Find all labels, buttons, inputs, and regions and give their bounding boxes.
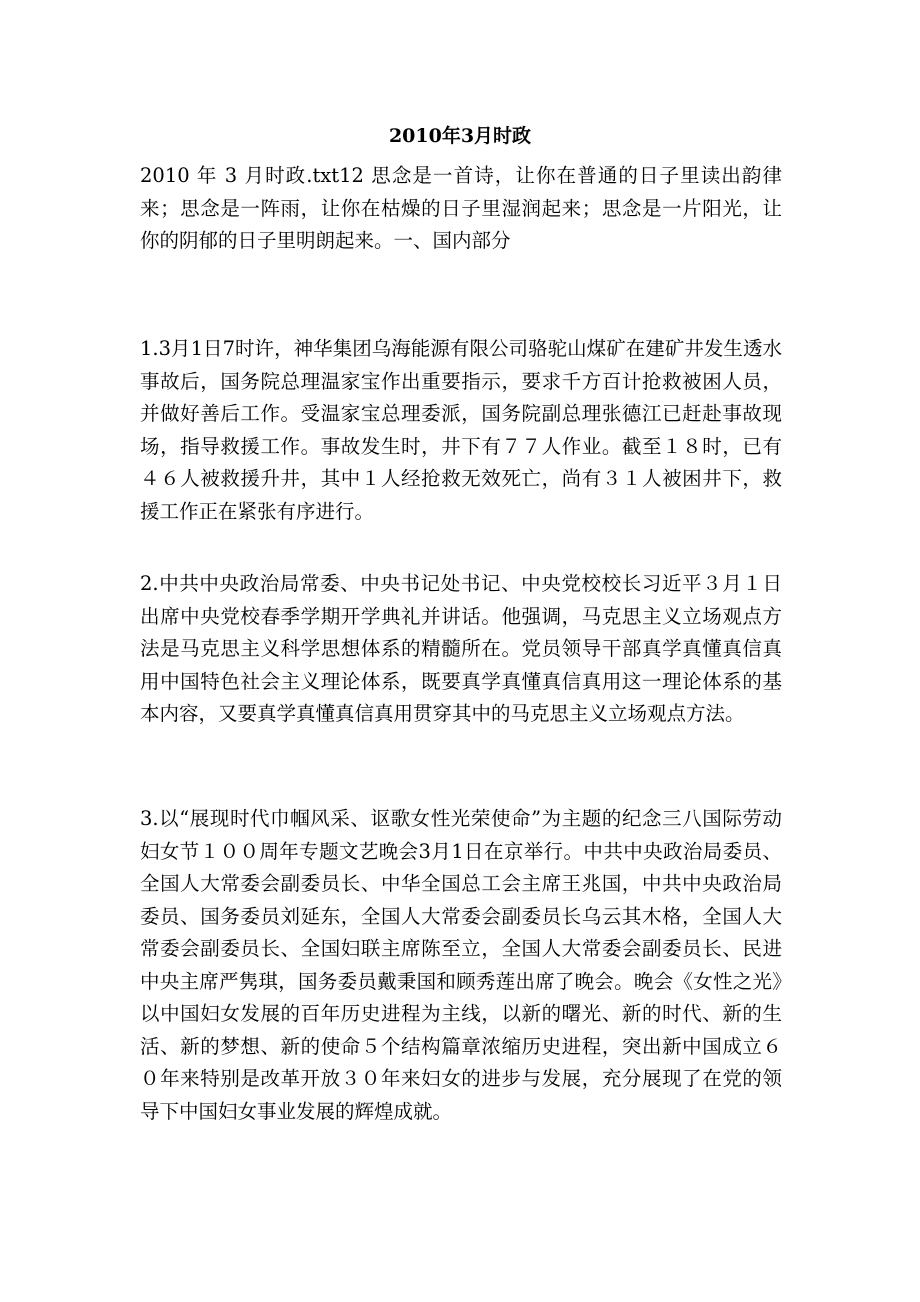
news-paragraph-3: 3.以“展现时代巾帼风采、讴歌女性光荣使命”为主题的纪念三八国际劳动妇女节１００周年专题文艺晚会3月1日在京举行。中共中央政治局委员、全国人大常委会副委员长、中华全国总工会主席王兆国，中共中央政治局委员、国务委员刘延东，全国人大常委会副委员长乌云其木格，全国人大常委会副委员长、全国妇联主席陈至立，全国人大常委会副委员长、民进中央主席严隽琪，国务委员戴秉国和顾秀莲出席了晚会。晚会《女性之光》以中国妇女发展的百年历史进程为主线，以新的曙光、新的时代、新的生活、新的梦想、新的使命５个结构篇章浓缩历史进程，突出新中国成立６０年来特别是改革开放３０年来妇女的进步与发展，充分展现了在党的领导下中国妇女事业发展的辉煌成就。 (140, 807, 782, 1123)
news-paragraph-2: 2.中共中央政治局常委、中央书记处书记、中央党校校长习近平３月１日出席中央党校春季学期开学典礼并讲话。他强调，马克思主义立场观点方法是马克思主义科学思想体系的精髓所在。党员领导干部真学真懂真信真用中国特色社会主义理论体系，既要真学真懂真信真用这一理论体系的基本内容，又要真学真懂真信真用贯穿其中的马克思主义立场观点方法。 (140, 572, 782, 725)
intro-paragraph: 2010 年 3 月时政.txt12 思念是一首诗，让你在普通的日子里读出韵律来；思念是一阵雨，让你在枯燥的日子里湿润起来；思念是一片阳光，让你的阴郁的日子里明朗起来。一、国内部分 (140, 164, 782, 252)
news-paragraph-1: 1.3月1日7时许，神华集团乌海能源有限公司骆驼山煤矿在建矿井发生透水事故后，国务院总理温家宝作出重要指示，要求千方百计抢救被困人员，并做好善后工作。受温家宝总理委派，国务院副总理张德江已赶赴事故现场，指导救援工作。事故发生时，井下有７７人作业。截至１８时，已有４６人被救援升井，其中１人经抢救无效死亡，尚有３１人被困井下，救援工作正在紧张有序进行。 (140, 337, 782, 523)
document-title: 2010年3月时政 (388, 125, 532, 147)
